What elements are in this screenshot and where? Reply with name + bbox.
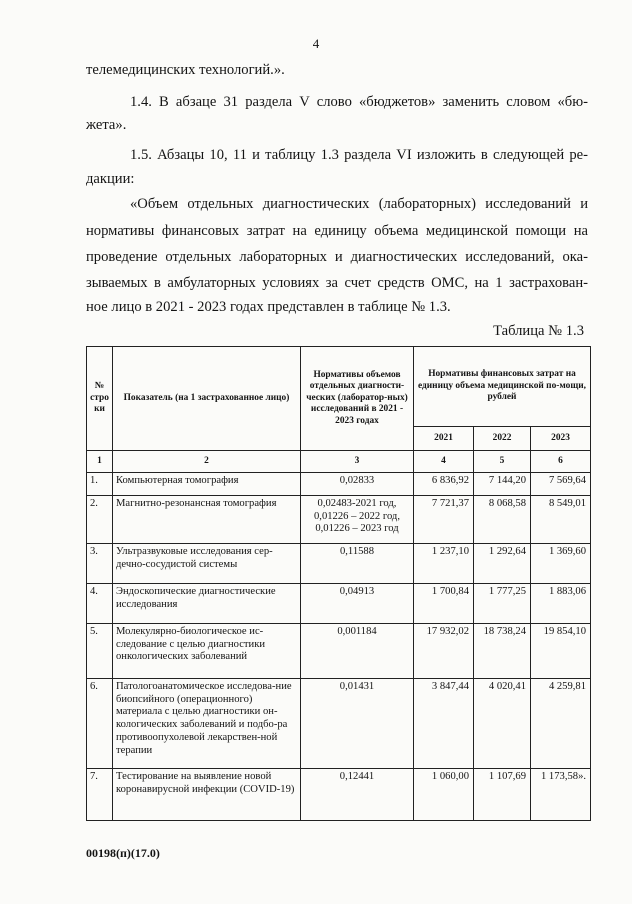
row-cost-2021: 6 836,92 bbox=[414, 473, 474, 496]
row-number: 5. bbox=[87, 624, 113, 679]
table-row bbox=[87, 679, 591, 769]
row-cost-2022: 18 738,24 bbox=[474, 624, 531, 679]
table-row bbox=[87, 769, 591, 821]
header-volume-norms: Нормативы объемов отдельных диагности-ческих (лаборатор-ных) исследований в 2021 - 2023 годах bbox=[301, 347, 414, 451]
paragraph-continuation: телемедицинских технологий.». bbox=[86, 62, 285, 78]
row-number: 4. bbox=[87, 584, 113, 624]
row-cost-2021: 7 721,37 bbox=[414, 496, 474, 544]
paragraph-1-4-line-2: жета». bbox=[86, 117, 127, 133]
row-volume: 0,01431 bbox=[301, 679, 414, 769]
row-number: 1. bbox=[87, 473, 113, 496]
page-number: 4 bbox=[312, 36, 320, 51]
quote-line-2: нормативы финансовых затрат на единицу объема медицинской помощи на bbox=[86, 223, 588, 239]
header-year-2021: 2021 bbox=[414, 427, 474, 451]
table-row bbox=[87, 496, 591, 544]
row-cost-2023: 1 369,60 bbox=[531, 544, 591, 584]
quote-line-5: ное лицо в 2021 - 2023 годах представлен в таблице № 1.3. bbox=[86, 299, 451, 315]
header-year-2022: 2022 bbox=[474, 427, 531, 451]
col-number: 2 bbox=[113, 451, 301, 473]
paragraph-1-5-line-1: 1.5. Абзацы 10, 11 и таблицу 1.3 раздела VI изложить в следующей ре- bbox=[130, 147, 588, 163]
row-cost-2022: 1 292,64 bbox=[474, 544, 531, 584]
row-indicator: Магнитно-резонансная томография bbox=[113, 496, 301, 544]
col-number: 4 bbox=[414, 451, 474, 473]
row-volume: 0,12441 bbox=[301, 769, 414, 821]
row-cost-2023: 8 549,01 bbox=[531, 496, 591, 544]
row-cost-2021: 17 932,02 bbox=[414, 624, 474, 679]
row-cost-2023: 1 173,58». bbox=[531, 769, 591, 821]
table-caption: Таблица № 1.3 bbox=[493, 323, 584, 339]
row-indicator: Компьютерная томография bbox=[113, 473, 301, 496]
row-number: 6. bbox=[87, 679, 113, 769]
row-number: 2. bbox=[87, 496, 113, 544]
row-volume: 0,11588 bbox=[301, 544, 414, 584]
row-cost-2022: 1 777,25 bbox=[474, 584, 531, 624]
col-number: 5 bbox=[474, 451, 531, 473]
norms-table bbox=[86, 346, 591, 821]
row-cost-2023: 7 569,64 bbox=[531, 473, 591, 496]
row-cost-2023: 19 854,10 bbox=[531, 624, 591, 679]
paragraph-1-5-line-2: дакции: bbox=[86, 171, 135, 187]
row-cost-2022: 1 107,69 bbox=[474, 769, 531, 821]
row-indicator: Патологоанатомическое исследова-ние биопсийного (операционного) материала с целью диагностики он-кологических заболеваний и подбо-ра противоопухолевой лекарствен-ной терапии bbox=[113, 679, 301, 769]
col-number: 6 bbox=[531, 451, 591, 473]
quote-line-3: проведение отдельных лабораторных и диагностических исследований, ока- bbox=[86, 249, 588, 265]
quote-line-1: «Объем отдельных диагностических (лабораторных) исследований и bbox=[130, 196, 588, 212]
row-cost-2022: 4 020,41 bbox=[474, 679, 531, 769]
col-number: 1 bbox=[87, 451, 113, 473]
header-indicator: Показатель (на 1 застрахованное лицо) bbox=[113, 347, 301, 451]
quote-line-4: зываемых в амбулаторных условиях за счет средств ОМС, на 1 застрахован- bbox=[86, 275, 588, 291]
footer-document-code: 00198(п)(17.0) bbox=[86, 846, 160, 860]
row-cost-2022: 7 144,20 bbox=[474, 473, 531, 496]
row-volume: 0,04913 bbox=[301, 584, 414, 624]
table-row bbox=[87, 624, 591, 679]
row-indicator: Эндоскопические диагностические исследования bbox=[113, 584, 301, 624]
row-indicator: Молекулярно-биологическое ис-следование с целью диагностики онкологических заболеваний bbox=[113, 624, 301, 679]
header-cost-norms: Нормативы финансовых затрат на единицу объема медицинской по-мощи, рублей bbox=[414, 347, 591, 427]
table-row bbox=[87, 544, 591, 584]
row-volume: 0,02833 bbox=[301, 473, 414, 496]
row-cost-2022: 8 068,58 bbox=[474, 496, 531, 544]
row-cost-2023: 4 259,81 bbox=[531, 679, 591, 769]
paragraph-1-4-line-1: 1.4. В абзаце 31 раздела V слово «бюджетов» заменить словом «бю- bbox=[130, 94, 588, 110]
row-indicator: Ультразвуковые исследования сер-дечно-сосудистой системы bbox=[113, 544, 301, 584]
row-cost-2021: 1 237,10 bbox=[414, 544, 474, 584]
header-year-2023: 2023 bbox=[531, 427, 591, 451]
row-cost-2021: 3 847,44 bbox=[414, 679, 474, 769]
row-cost-2021: 1 700,84 bbox=[414, 584, 474, 624]
row-cost-2021: 1 060,00 bbox=[414, 769, 474, 821]
header-row-number: № стро ки bbox=[87, 347, 113, 451]
row-number: 3. bbox=[87, 544, 113, 584]
row-volume: 0,02483-2021 год, 0,01226 – 2022 год, 0,01226 – 2023 год bbox=[301, 496, 414, 544]
row-cost-2023: 1 883,06 bbox=[531, 584, 591, 624]
table-row bbox=[87, 584, 591, 624]
row-number: 7. bbox=[87, 769, 113, 821]
row-volume: 0,001184 bbox=[301, 624, 414, 679]
col-number: 3 bbox=[301, 451, 414, 473]
row-indicator: Тестирование на выявление новой коронавирусной инфекции (COVID-19) bbox=[113, 769, 301, 821]
table-row bbox=[87, 473, 591, 496]
